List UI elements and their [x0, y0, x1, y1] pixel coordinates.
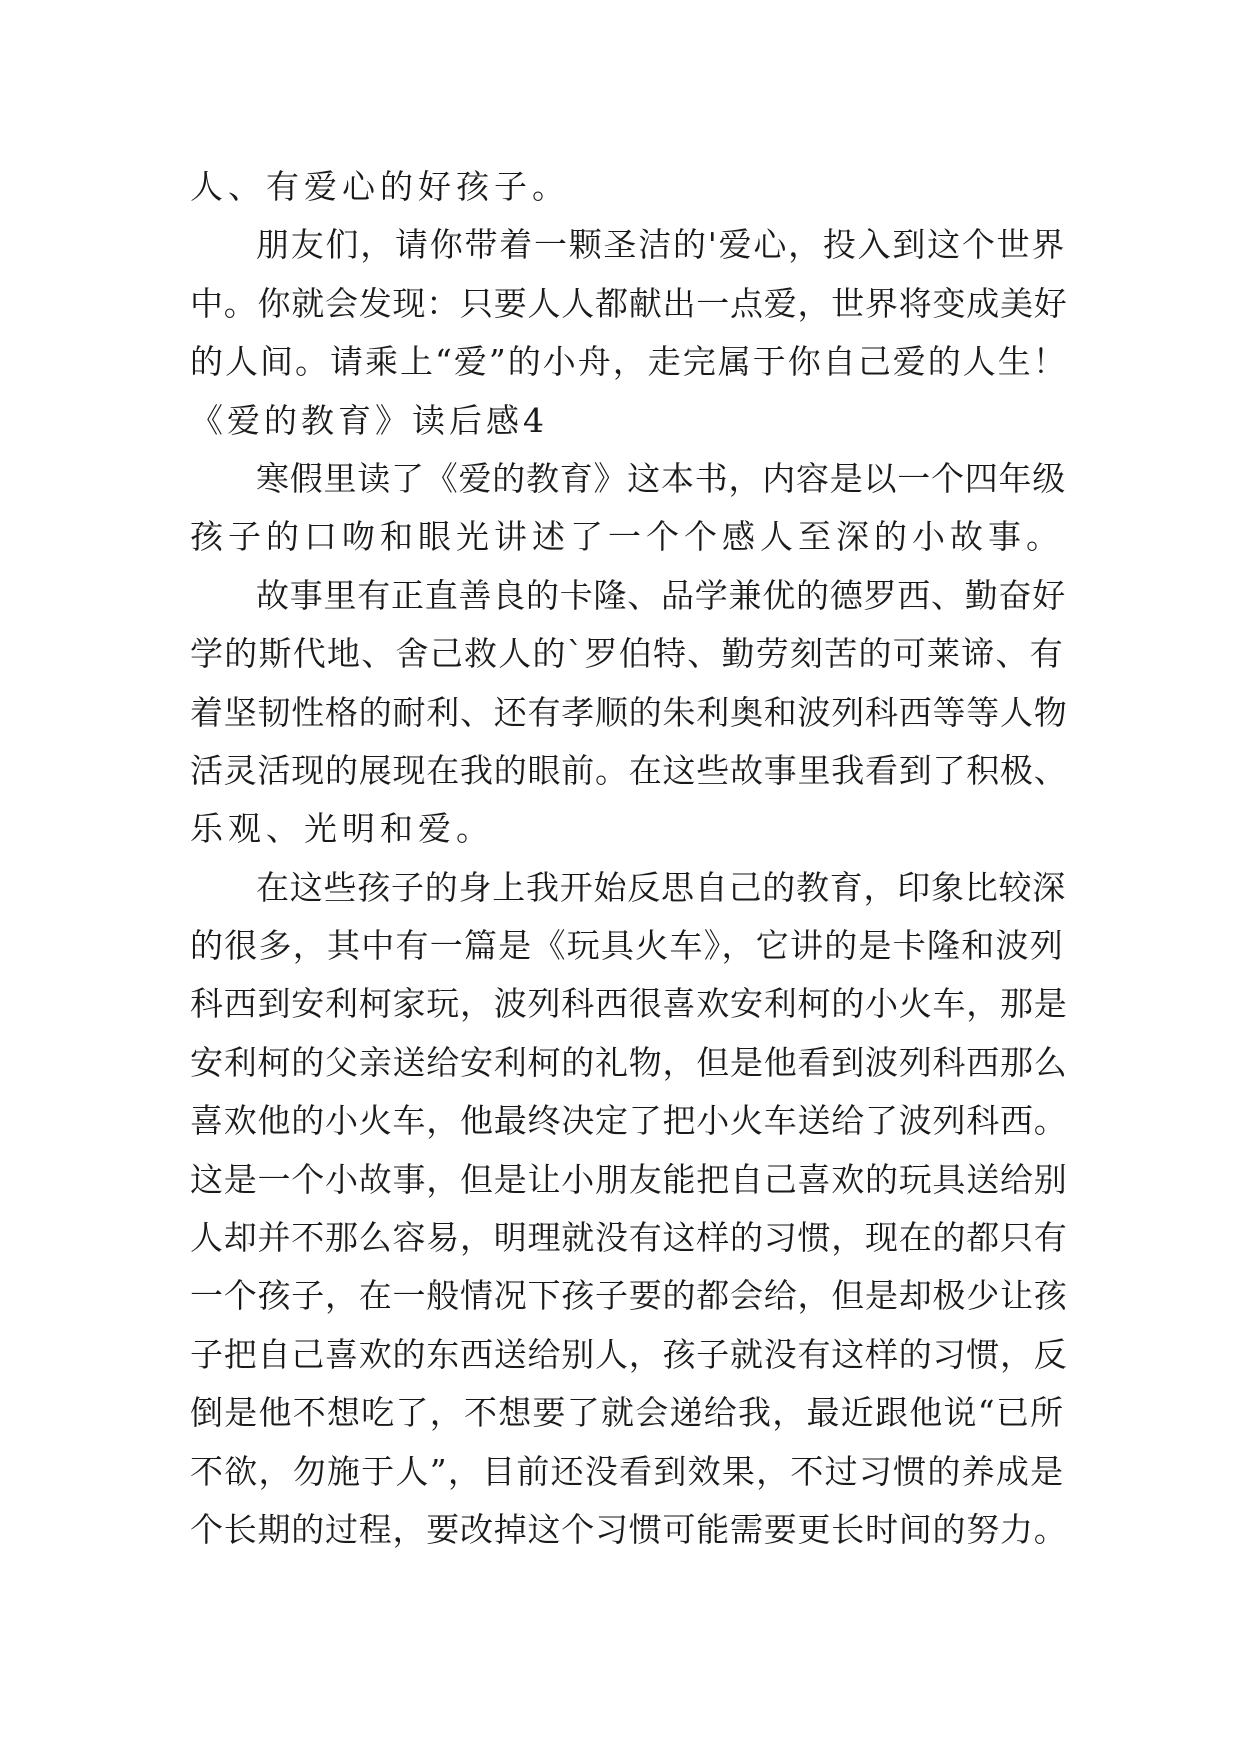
paragraph-line: 乐观、光明和爱。: [190, 809, 494, 849]
paragraph-line: 倒是他不想吃了，不想要了就会递给我，最近跟他说“已所: [190, 1393, 1065, 1433]
paragraph-line: 人却并不那么容易，明理就没有这样的习惯，现在的都只有: [190, 1218, 1068, 1258]
paragraph-line: 人、有爱心的好孩子。: [190, 167, 570, 206]
paragraph-line: 着坚韧性格的耐利、还有孝顺的朱利奥和波列科西等等人物: [190, 692, 1068, 732]
paragraph-line: 子把自己喜欢的东西送给别人，孩子就没有这样的习惯，反: [190, 1334, 1068, 1374]
paragraph-line: 中。你就会发现：只要人人都献出一点爱，世界将变成美好: [190, 283, 1068, 323]
paragraph-line: 不欲，勿施于人”，目前还没看到效果，不过习惯的养成是: [190, 1451, 1065, 1491]
paragraph-line: 朋友们，请你带着一颗圣洁的'爱心，投入到这个世界: [256, 225, 1067, 265]
paragraph-line: 这是一个小故事，但是让小朋友能把自己喜欢的玩具送给别: [190, 1159, 1068, 1199]
paragraph-line: 喜欢他的小火车，他最终决定了把小火车送给了波列科西。: [190, 1101, 1068, 1141]
paragraph-line: 个长期的过程，要改掉这个习惯可能需要更长时间的努力。: [190, 1509, 1068, 1549]
paragraph-line: 的人间。请乘上“爱”的小舟，走完属于你自己爱的人生！: [190, 342, 1068, 382]
paragraph-line: 在这些孩子的身上我开始反思自己的教育，印象比较深: [256, 867, 1066, 907]
paragraph-line: 一个孩子，在一般情况下孩子要的都会给，但是却极少让孩: [190, 1276, 1068, 1316]
paragraph-line: 的很多，其中有一篇是《玩具火车》，它讲的是卡隆和波列: [190, 926, 1064, 966]
paragraph-line: 安利柯的父亲送给安利柯的礼物，但是他看到波列科西那么: [190, 1042, 1068, 1082]
document-body: [190, 158, 1070, 1559]
paragraph-line: 活灵活现的展现在我的眼前。在这些故事里我看到了积极、: [190, 750, 1068, 790]
paragraph-line: 故事里有正直善良的卡隆、品学兼优的德罗西、勤奋好: [256, 575, 1066, 615]
section-heading: 《爱的教育》读后感4: [190, 400, 548, 440]
paragraph-line: 孩子的口吻和眼光讲述了一个个感人至深的小故事。: [190, 517, 1064, 557]
paragraph-line: 寒假里读了《爱的教育》这本书，内容是以一个四年级: [256, 458, 1066, 498]
paragraph-line: 学的斯代地、舍己救人的`罗伯特、勤劳刻苦的可莱谛、有: [190, 634, 1064, 674]
paragraph-line: 科西到安利柯家玩，波列科西很喜欢安利柯的小火车，那是: [190, 984, 1068, 1024]
